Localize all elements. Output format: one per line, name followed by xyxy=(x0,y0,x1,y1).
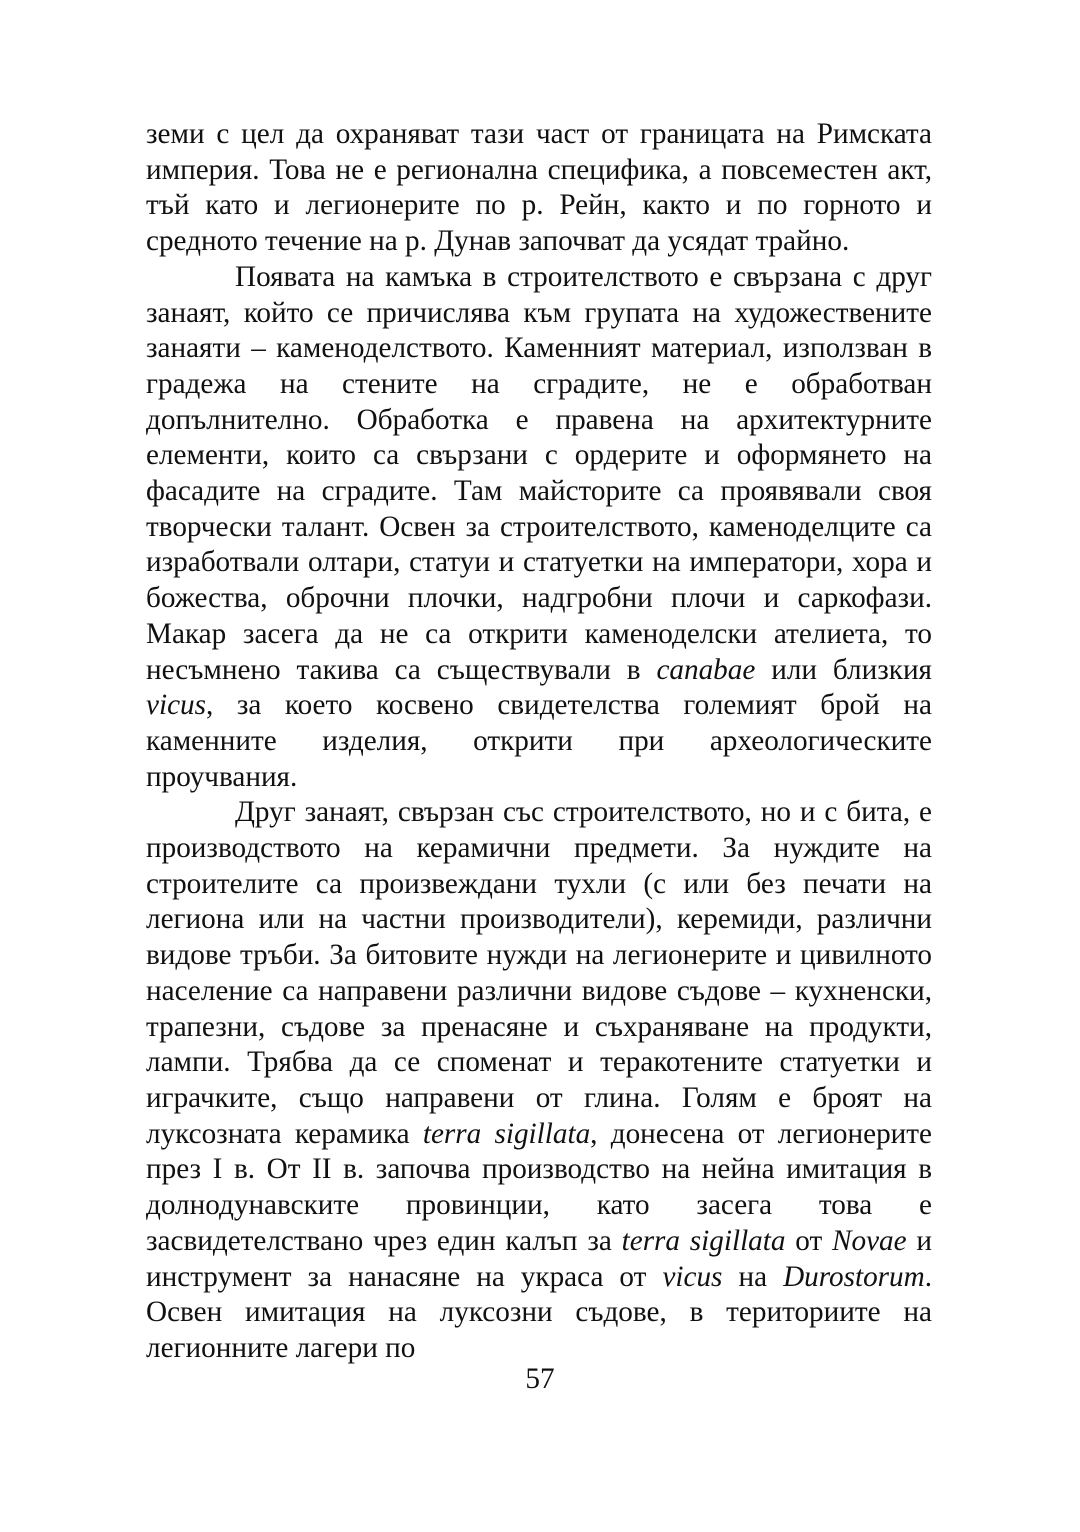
paragraph-3-text: . Освен имитация на луксозни съдове, в териториите на легионните лагери по xyxy=(146,1260,932,1364)
paragraph-1 xyxy=(146,117,932,260)
latin-term-terra-sigillata: terra sigillata xyxy=(621,1224,786,1257)
page-number: 57 xyxy=(525,1363,555,1395)
paragraph-3-text: , донесена от легионерите през I в. От II в. започва производство на нейна имитация в долнодунавските провинции, като засега това е засвидетелствано чрез един калъп за xyxy=(146,1117,932,1257)
paragraph-3-text: и инструмент за нанасяне на украса от xyxy=(146,1224,933,1293)
latin-term-canabae: canabae xyxy=(656,653,756,686)
paragraph-2-text: Появата на камъка в строителството е свързана с друг занаят, който се причислява към групата на художествените занаяти – каменоделството. Каменният материал, използван в градежа на стените на сградите, не е обработван допълнително. Обработка е правена на архитектурните елементи, които са свързани с ордерите и оформянето на фасадите на сградите. Там майсторите са проявявали своя творчески талант. Освен за строителството, каменоделците са изработвали олтари, статуи и статуетки на императори, хора и божества, оброчни плочки, надгробни плочи и саркофази. Макар засега да не са открити каменоделски ателиета, то несъмнено такива са съществували в xyxy=(146,260,932,686)
paragraph-1-text: земи с цел да охраняват тази част от границата на Римската империя. Това не е регионална специфика, а повсеместен акт, тъй като и легионерите по р. Рейн, както и по горното и средното течение на р. Дунав започват да усядат трайно. xyxy=(146,118,932,258)
latin-term-durostorum: Durostorum xyxy=(783,1260,925,1293)
latin-term-novae: Novae xyxy=(832,1224,907,1257)
paragraph-3-text: на xyxy=(722,1260,784,1293)
paragraph-3-text: от xyxy=(785,1224,833,1257)
paragraph-2-text: , за което косвено свидетелства големият брой на каменните изделия, открити при археологическите проучвания. xyxy=(146,689,932,793)
paragraph-2-text: или близкия xyxy=(755,653,932,686)
latin-term-terra-sigillata: terra sigillata xyxy=(422,1117,591,1150)
paragraph-3-text: Друг занаят, свързан със строителството, но и с бита, е производството на керамични предмети. За нуждите на строителите са произвеждани тухли (с или без печати на легиона или на частни производители), керемиди, различни видове тръби. За битовите нужди на легионерите и цивилното население са направени различни видове съдове – кухненски, трапезни, съдове за пренасяне и съхраняване на продукти, лампи. Трябва да се споменат и теракотените статуетки и играчките, също направени от глина. Голям е броят на луксозната керамика xyxy=(146,796,932,1150)
paragraph-3 xyxy=(146,795,932,1366)
body-text xyxy=(146,117,932,1367)
latin-term-vicus: vicus xyxy=(662,1260,723,1293)
latin-term-vicus: vicus xyxy=(146,689,206,722)
paragraph-2 xyxy=(146,260,932,796)
